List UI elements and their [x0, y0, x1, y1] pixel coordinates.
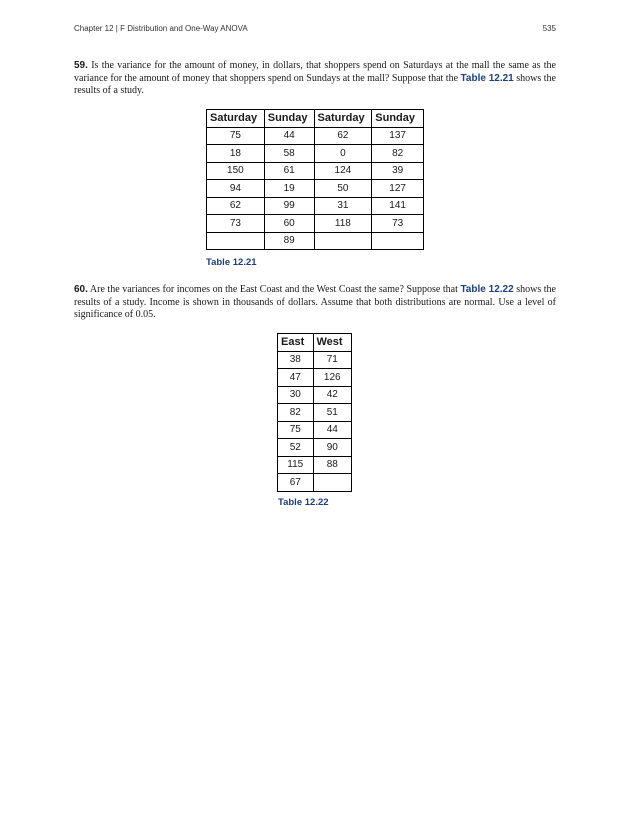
- table-cell: 141: [372, 197, 424, 215]
- table-row: [207, 145, 424, 163]
- question-text: Is the variance for the amount of money, in dollars, that shoppers spend on Saturdays at the mall the same as the variance for the amount of money that shoppers spend on Sundays at the mall? Suppose that the: [74, 60, 556, 84]
- table-header-row: [278, 334, 352, 352]
- table-cell: 39: [372, 162, 424, 180]
- table-cell: 75: [278, 421, 314, 439]
- running-header: [74, 24, 556, 38]
- column-header: Saturday: [207, 110, 265, 128]
- table-cell: 62: [314, 127, 372, 145]
- page-number: 535: [542, 24, 556, 33]
- table-cell: 118: [314, 215, 372, 233]
- table-cell: 52: [278, 439, 314, 457]
- table-cell: 71: [313, 351, 352, 369]
- table-cell: 42: [313, 386, 352, 404]
- table-cell: 82: [372, 145, 424, 163]
- question-59: [74, 60, 556, 98]
- table-row: [278, 421, 352, 439]
- question-text: shows the results of a study. Income is shown in thousands of dollars. Assume that both distributions are normal. Use a level of significance of 0.05.: [74, 284, 556, 320]
- table-cell: [313, 474, 352, 492]
- question-text: shows the results of a study.: [74, 72, 556, 96]
- table-cell: 62: [207, 197, 265, 215]
- table-cell: 31: [314, 197, 372, 215]
- table-cell: 89: [264, 232, 314, 250]
- table-row: [207, 215, 424, 233]
- table-cell: [207, 232, 265, 250]
- table-row: [207, 127, 424, 145]
- column-header: Sunday: [372, 110, 424, 128]
- column-header: Sunday: [264, 110, 314, 128]
- table-row: [278, 351, 352, 369]
- table-cell: 115: [278, 456, 314, 474]
- table-cell: 137: [372, 127, 424, 145]
- table-row: [207, 180, 424, 198]
- question-text: Are the variances for incomes on the East Coast and the West Coast the same? Suppose that: [87, 284, 461, 295]
- table-cell: 127: [372, 180, 424, 198]
- table-cell: 38: [278, 351, 314, 369]
- table-row: [278, 456, 352, 474]
- table-cell: 99: [264, 197, 314, 215]
- table-cell: 126: [313, 369, 352, 387]
- table-cell: 58: [264, 145, 314, 163]
- table-cell: 44: [313, 421, 352, 439]
- table-cell: 67: [278, 474, 314, 492]
- table-row: [278, 474, 352, 492]
- table-reference-link[interactable]: Table 12.22: [460, 284, 514, 295]
- table-cell: 75: [207, 127, 265, 145]
- chapter-title: Chapter 12 | F Distribution and One-Way ANOVA: [74, 24, 248, 33]
- table-header-row: [207, 110, 424, 128]
- table-cell: 61: [264, 162, 314, 180]
- table-row: [207, 162, 424, 180]
- table-cell: 30: [278, 386, 314, 404]
- table-12-21: [206, 109, 424, 250]
- table-row: [278, 439, 352, 457]
- table-cell: 50: [314, 180, 372, 198]
- table-caption: Table 12.22: [278, 497, 329, 508]
- table-cell: 73: [207, 215, 265, 233]
- question-number: 59.: [74, 60, 88, 71]
- table-row: [278, 369, 352, 387]
- table-cell: 90: [313, 439, 352, 457]
- table-caption: Table 12.21: [206, 257, 257, 268]
- table-cell: 19: [264, 180, 314, 198]
- table-12-22: [277, 333, 352, 492]
- table-row: [207, 232, 424, 250]
- table-cell: 150: [207, 162, 265, 180]
- column-header: West: [313, 334, 352, 352]
- table-cell: 51: [313, 404, 352, 422]
- table-cell: 94: [207, 180, 265, 198]
- table-row: [207, 197, 424, 215]
- table-cell: 124: [314, 162, 372, 180]
- table-cell: 60: [264, 215, 314, 233]
- table-cell: 73: [372, 215, 424, 233]
- table-cell: 82: [278, 404, 314, 422]
- table-cell: [372, 232, 424, 250]
- table-cell: 44: [264, 127, 314, 145]
- table-cell: 18: [207, 145, 265, 163]
- table-cell: 47: [278, 369, 314, 387]
- question-60: [74, 284, 556, 322]
- column-header: Saturday: [314, 110, 372, 128]
- column-header: East: [278, 334, 314, 352]
- table-cell: 0: [314, 145, 372, 163]
- table-reference-link[interactable]: Table 12.21: [460, 72, 514, 84]
- table-row: [278, 386, 352, 404]
- table-row: [278, 404, 352, 422]
- question-number: 60.: [74, 284, 88, 295]
- table-cell: 88: [313, 456, 352, 474]
- table-cell: [314, 232, 372, 250]
